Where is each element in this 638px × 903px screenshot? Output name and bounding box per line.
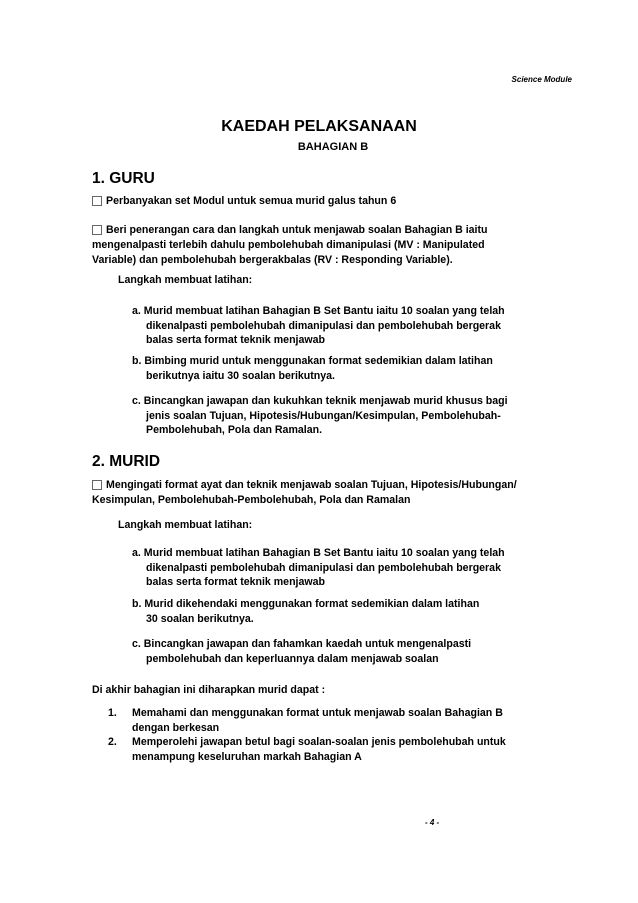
- page-number: - 4 -: [425, 818, 440, 827]
- guru-bullet-2: Beri penerangan cara dan langkah untuk menjawab soalan Bahagian B iaitu mengenalpasti terlebih dahulu pembolehubah dimanipulasi (MV : Manipulated Variable) dan pembolehubah bergerakbalas (RV : Responding Variable).: [92, 224, 488, 267]
- outcome-item-2: 2. Memperolehi jawapan betul bagi soalan-soalan jenis pembolehubah untuk menampung keseluruhan markah Bahagian A: [108, 736, 506, 763]
- murid-step-c: c. Bincangkan jawapan dan fahamkan kaedah untuk mengenalpasti pembolehubah dan keperluannya dalam menjawab soalan: [132, 638, 472, 665]
- murid-bullet-1: Mengingati format ayat dan teknik menjawab soalan Tujuan, Hipotesis/Hubungan/ Kesimpulan, Pembolehubah-Pembolehubah, Pola dan Ramalan: [92, 479, 517, 507]
- outcome-intro: Di akhir bahagian ini diharapkan murid dapat :: [92, 684, 326, 696]
- guru-bullet-1: Perbanyakan set Modul untuk semua murid galus tahun 6: [92, 194, 582, 209]
- outcome-item-1: 1. Memahami dan menggunakan format untuk menjawab soalan Bahagian B dengan berkesan: [108, 707, 503, 734]
- murid-step-b: b. Murid dikehendaki menggunakan format sedemikian dalam latihan 30 soalan berikutnya.: [132, 598, 480, 625]
- murid-steps-label: Langkah membuat latihan:: [118, 519, 253, 531]
- guru-steps-label: Langkah membuat latihan:: [118, 274, 253, 286]
- bullet-box-icon: [92, 480, 102, 490]
- guru-step-b: b. Bimbing murid untuk menggunakan format sedemikian dalam latihan berikutnya iaitu 30 soalan berikutnya.: [132, 355, 493, 382]
- bullet-box-icon: [92, 225, 102, 235]
- page-title: KAEDAH PELAKSANAAN: [221, 118, 417, 135]
- guru-step-a: a. Murid membuat latihan Bahagian B Set Bantu iaitu 10 soalan yang telah dikenalpasti pembolehubah dimanipulasi dan pembolehubah bergerak balas serta format teknik menjawab: [132, 305, 505, 347]
- section-heading-guru: 1. GURU: [92, 170, 155, 187]
- guru-step-c: c. Bincangkan jawapan dan kukuhkan teknik menjawab murid khusus bagi jenis soalan Tujuan, Hipotesis/Hubungan/Kesimpulan, Pembolehubah- Pembolehubah, Pola dan Ramalan.: [132, 395, 508, 437]
- bullet-box-icon: [92, 196, 102, 206]
- section-heading-murid: 2. MURID: [92, 453, 161, 470]
- module-header-label: Science Module: [511, 75, 572, 84]
- page-subtitle: BAHAGIAN B: [297, 141, 369, 153]
- murid-step-a: a. Murid membuat latihan Bahagian B Set Bantu iaitu 10 soalan yang telah dikenalpasti pembolehubah dimanipulasi dan pembolehubah bergerak balas serta format teknik menjawab: [132, 547, 505, 589]
